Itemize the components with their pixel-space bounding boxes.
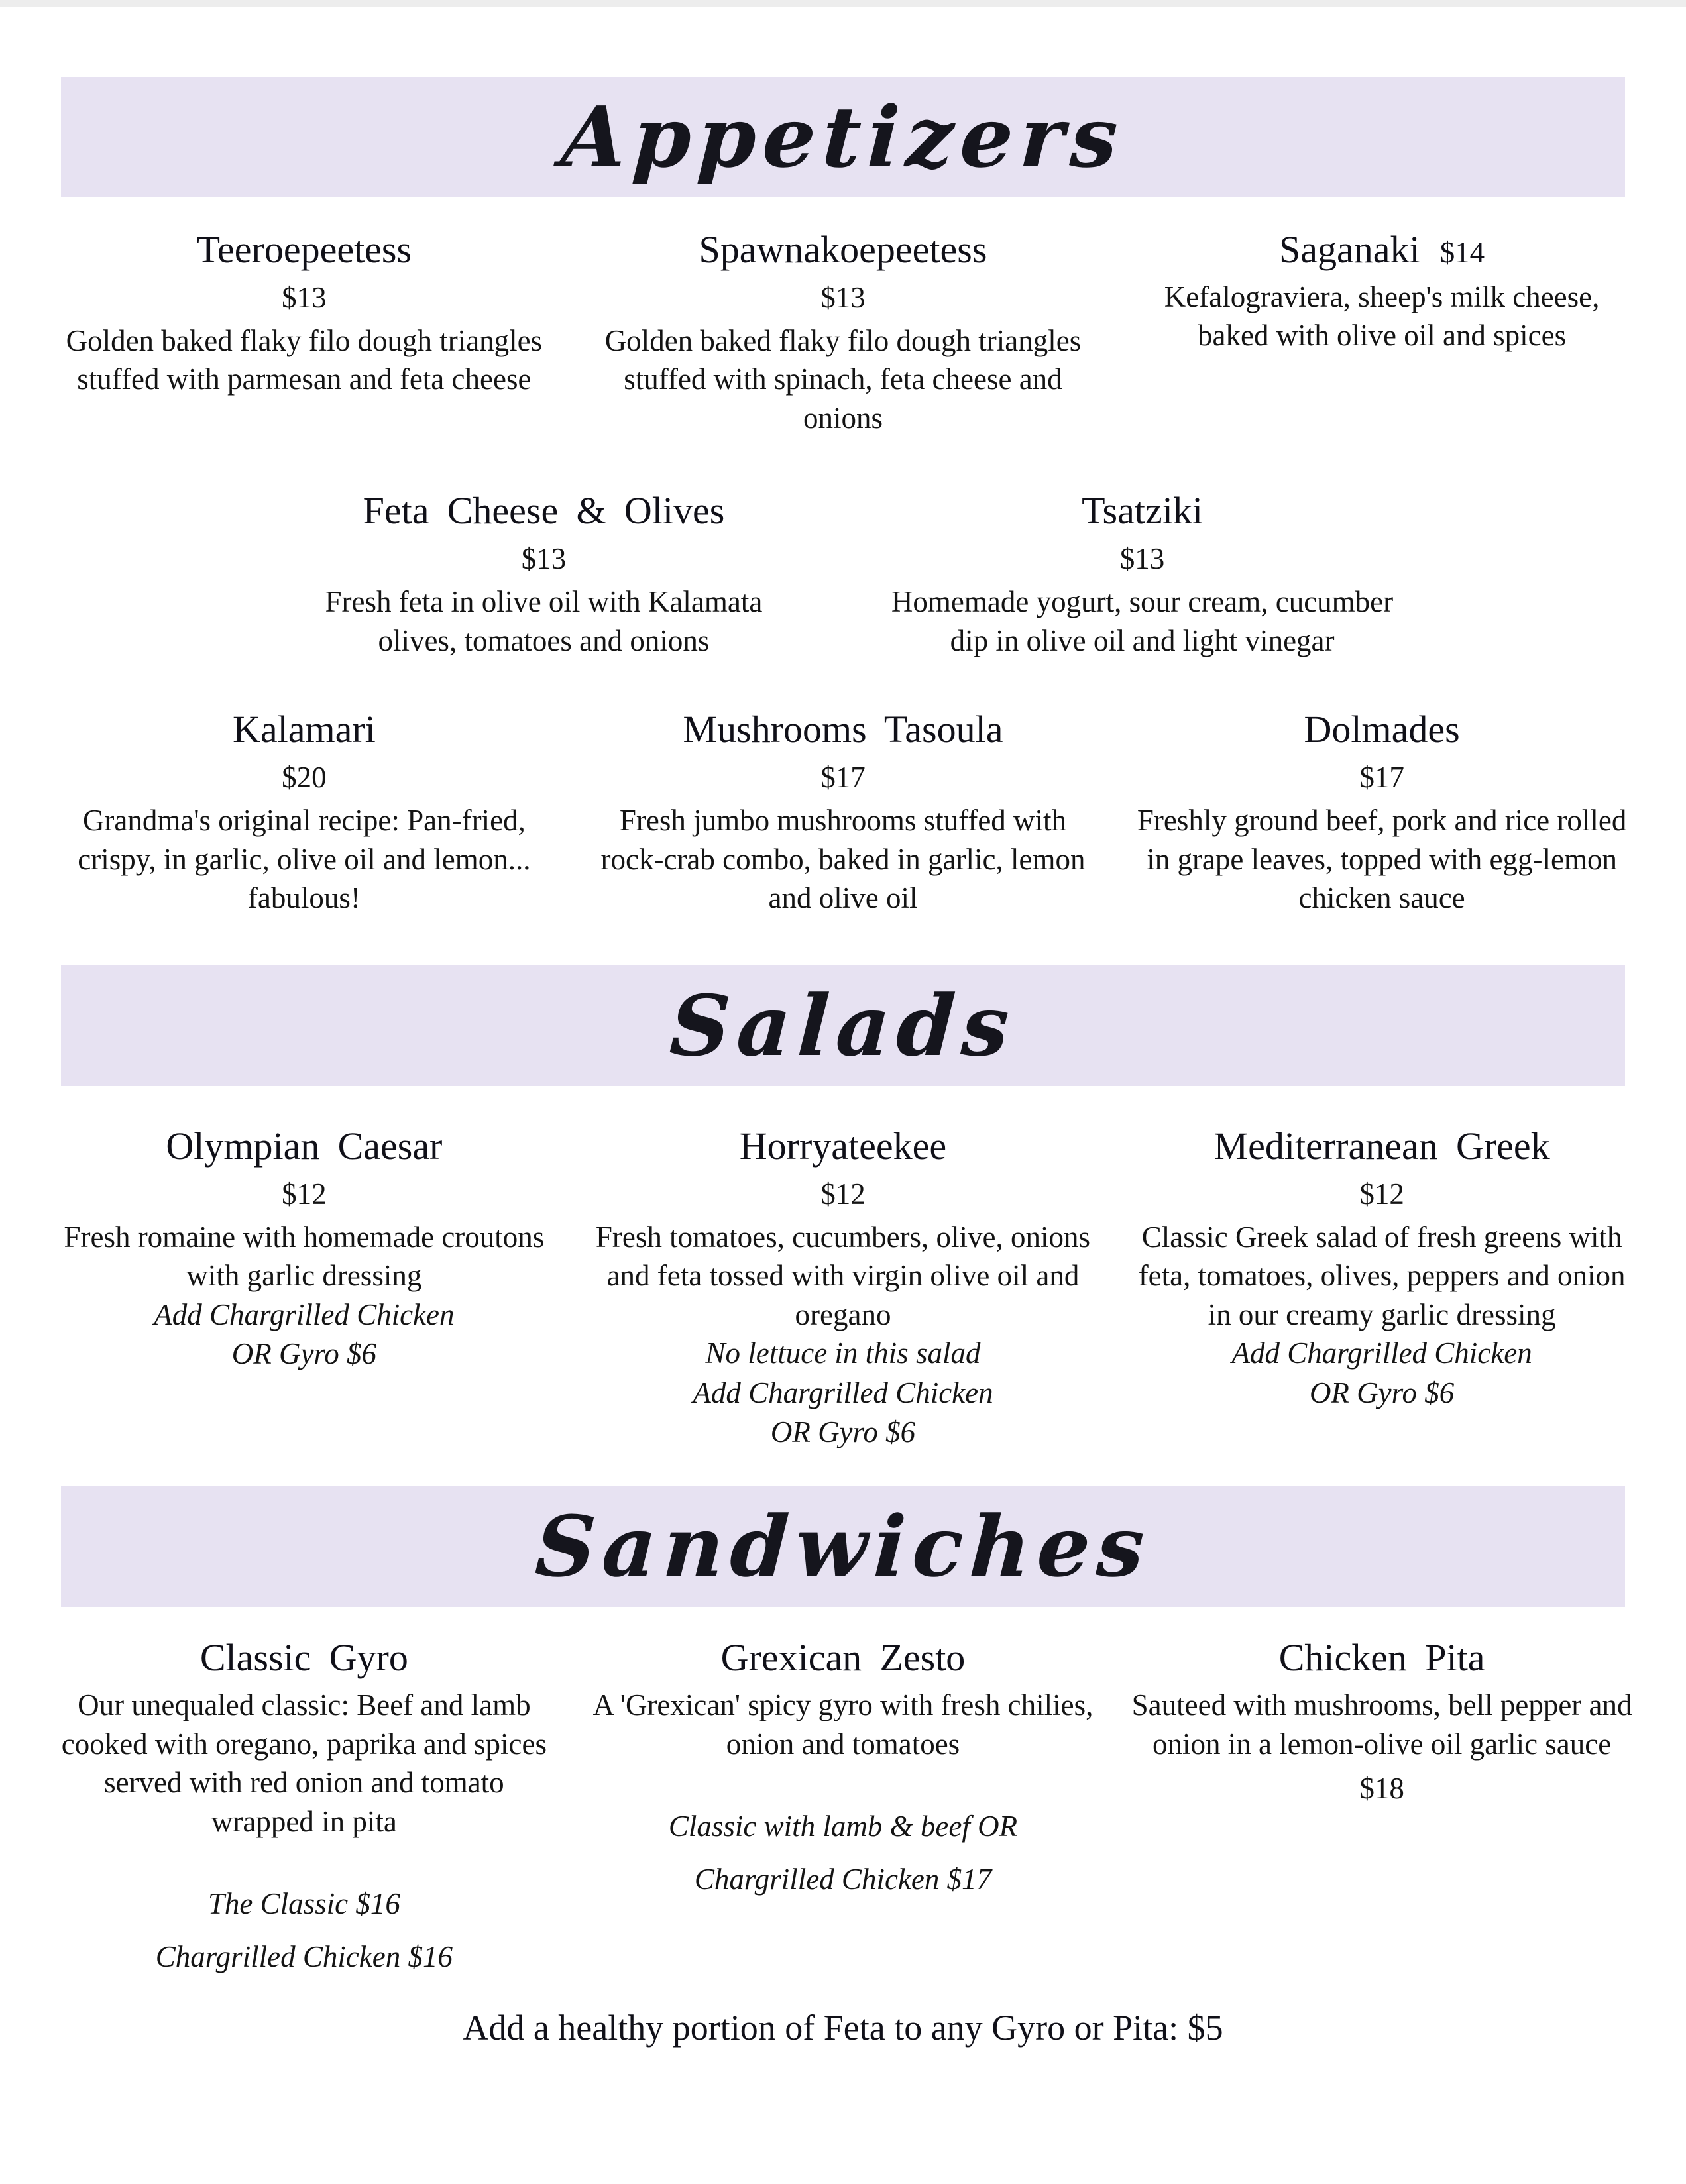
item-name	[591, 1124, 1095, 1169]
item-note: Add Chargrilled Chicken	[1231, 1337, 1532, 1370]
item-name-text: Grexican Zesto	[720, 1636, 966, 1680]
item-name	[591, 1636, 1095, 1680]
menu-item-content	[891, 489, 1394, 660]
item-price: $12	[820, 1177, 866, 1211]
item-name-text: Feta Cheese & Olives	[363, 489, 725, 533]
item-desc: Kefalograviera, sheep's milk cheese, baked with olive oil and spices	[1164, 280, 1600, 353]
item-price: $14	[1439, 236, 1485, 269]
item-name	[52, 1124, 556, 1169]
menu-item-mediterranean-greek	[1113, 1124, 1652, 1452]
item-name-text: Chicken Pita	[1278, 1636, 1485, 1680]
item-desc: Fresh jumbo mushrooms stuffed with rock-crab combo, baked in garlic, lemon and olive oil	[600, 804, 1086, 915]
item-note: OR Gyro $6	[770, 1415, 916, 1449]
item-price: $17	[820, 761, 866, 794]
menu-item-feta-cheese-olives	[245, 489, 843, 660]
menu-item-saganaki	[1113, 228, 1652, 437]
section-title-appetizers: Appetizers	[559, 88, 1127, 186]
menu-item-classic-gyro	[34, 1636, 573, 1976]
item-note: OR Gyro $6	[231, 1337, 377, 1371]
item-desc: Homemade yogurt, sour cream, cucumber dip in olive oil and light vinegar	[891, 585, 1394, 657]
section-title-salads: Salads	[667, 976, 1019, 1075]
item-price: $13	[820, 280, 866, 314]
section-appetizers	[0, 77, 1686, 918]
item-desc: Freshly ground beef, pork and rice rolled in grape leaves, topped with egg-lemon chicken sauce	[1137, 804, 1627, 915]
item-desc: Fresh tomatoes, cucumbers, olive, onions and feta tossed with virgin olive oil and oregano	[595, 1220, 1091, 1331]
item-price: $20	[282, 761, 327, 794]
item-name-text: Spawnakoepeetess	[699, 228, 987, 271]
item-note: Add Chargrilled Chicken	[154, 1297, 455, 1331]
item-name-text: Mediterranean Greek	[1213, 1124, 1550, 1168]
item-name-text: Teeroepeetess	[196, 228, 412, 271]
item-name-text: Kalamari	[232, 708, 376, 751]
menu-item-content	[591, 708, 1095, 917]
item-desc: Fresh feta in olive oil with Kalamata olives, tomatoes and onions	[325, 585, 763, 657]
menu-row	[0, 228, 1686, 437]
item-note: Classic with lamb & beef OR	[668, 1810, 1018, 1843]
menu-item-olympian-caesar	[34, 1124, 573, 1452]
item-desc: Grandma's original recipe: Pan-fried, crispy, in garlic, olive oil and lemon... fabulous!	[78, 804, 531, 915]
menu-item-content	[591, 1636, 1095, 1898]
item-name-text: Dolmades	[1304, 708, 1460, 751]
item-desc: A 'Grexican' spicy gyro with fresh chilies, onion and tomatoes	[592, 1688, 1094, 1761]
menu-item-tsatziki	[843, 489, 1441, 660]
item-note: Chargrilled Chicken $17	[694, 1862, 992, 1896]
menu-item-spawnakoepeetess	[573, 228, 1112, 437]
section-banner-salads	[61, 965, 1625, 1086]
item-name	[891, 489, 1394, 533]
item-name	[1130, 1124, 1634, 1169]
item-name	[52, 708, 556, 752]
item-name-text: Tsatziki	[1082, 489, 1203, 533]
section-banner-appetizers	[61, 77, 1625, 197]
menu-row	[0, 1636, 1686, 1976]
menu-item-content	[591, 228, 1095, 437]
item-price: $12	[1359, 1177, 1404, 1211]
menu-item-content	[52, 1124, 556, 1374]
item-note: Add Chargrilled Chicken	[693, 1376, 993, 1409]
menu-item-content	[591, 1124, 1095, 1452]
item-name	[52, 228, 556, 272]
item-note: OR Gyro $6	[1309, 1376, 1455, 1409]
item-name-text: Mushrooms Tasoula	[683, 708, 1003, 751]
item-price: $13	[282, 280, 327, 314]
menu-item-dolmades	[1113, 708, 1652, 917]
item-name-text: Classic Gyro	[199, 1636, 408, 1680]
menu-item-content	[292, 489, 795, 660]
menu-item-horryateekee	[573, 1124, 1112, 1452]
menu-row	[0, 708, 1686, 917]
menu-item-content	[52, 1636, 556, 1976]
menu-item-content	[1130, 1124, 1634, 1413]
item-price: $12	[282, 1177, 327, 1211]
item-desc: Classic Greek salad of fresh greens with feta, tomatoes, olives, peppers and onion in our creamy garlic dressing	[1138, 1220, 1626, 1331]
item-desc: Golden baked flaky filo dough triangles stuffed with parmesan and feta cheese	[66, 323, 543, 396]
footer-note: Add a healthy portion of Feta to any Gyro or Pita: $5	[463, 2007, 1223, 2048]
section-sandwiches	[0, 1486, 1686, 1976]
item-name-text: Horryateekee	[739, 1124, 947, 1168]
item-price: $17	[1359, 761, 1404, 794]
menu-item-content	[52, 228, 556, 399]
menu-item-chicken-pita	[1113, 1636, 1652, 1976]
menu-item-grexican-zesto	[573, 1636, 1112, 1976]
item-note: Chargrilled Chicken $16	[155, 1939, 453, 1973]
section-salads	[0, 965, 1686, 1452]
item-price: $13	[521, 542, 567, 576]
item-name	[1130, 228, 1634, 272]
item-note: No lettuce in this salad	[705, 1337, 981, 1370]
menu-row	[0, 1124, 1686, 1452]
scan-edge	[0, 0, 1686, 7]
item-desc: Our unequaled classic: Beef and lamb cooked with oregano, paprika and spices served with red onion and tomato wrapped in pita	[61, 1688, 547, 1838]
menu-item-teeroepeetess	[34, 228, 573, 437]
item-name	[1130, 708, 1634, 752]
item-name	[591, 228, 1095, 272]
menu-item-mushrooms-tasoula	[573, 708, 1112, 917]
item-name	[1130, 1636, 1634, 1680]
menu-item-content	[1130, 228, 1634, 355]
item-name	[52, 1636, 556, 1680]
item-name-text: Saganaki	[1279, 228, 1420, 271]
item-desc: Sauteed with mushrooms, bell pepper and onion in a lemon-olive oil garlic sauce	[1131, 1688, 1632, 1761]
menu-row	[0, 489, 1686, 660]
menu-item-content	[1130, 1636, 1634, 1807]
section-banner-sandwiches	[61, 1486, 1625, 1607]
item-name	[292, 489, 795, 533]
menu-item-content	[52, 708, 556, 917]
item-desc: Fresh romaine with homemade croutons with garlic dressing	[64, 1220, 545, 1293]
menu-item-kalamari	[34, 708, 573, 917]
item-name	[591, 708, 1095, 752]
menu-content	[0, 77, 1686, 1977]
item-price: $13	[1119, 542, 1165, 576]
item-desc: Golden baked flaky filo dough triangles stuffed with spinach, feta cheese and onions	[604, 323, 1082, 435]
section-title-sandwiches: Sandwiches	[533, 1498, 1153, 1596]
item-name-text: Olympian Caesar	[166, 1124, 443, 1168]
item-price: $18	[1359, 1772, 1404, 1806]
menu-item-content	[1130, 708, 1634, 917]
item-note: The Classic $16	[207, 1887, 400, 1921]
